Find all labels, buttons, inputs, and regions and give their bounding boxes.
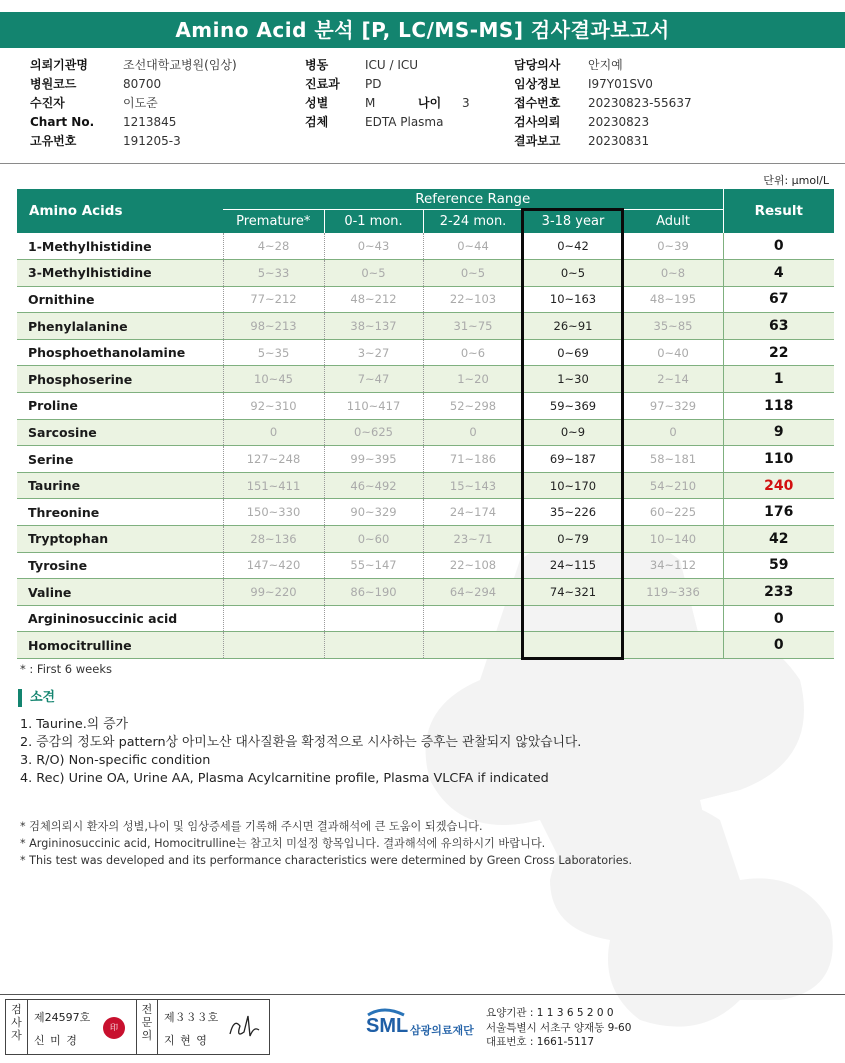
reference-range-cell: 1~30 [523,366,623,393]
reference-range-cell: 0~625 [324,419,423,446]
specialist-license: 제３３３호 [164,1011,219,1024]
info-value: 191205-3 [123,134,181,148]
reference-range-cell: 77~212 [223,286,324,313]
amino-acid-table [17,189,834,659]
reference-range-cell: 48~195 [623,286,723,313]
reference-range-cell: 0~9 [523,419,623,446]
finding-line: 1. Taurine.의 증가 [20,717,128,732]
header-col-1: 0-1 mon. [324,209,423,233]
info-value: 20230823-55637 [588,96,692,110]
org-address [486,1006,631,1050]
reference-range-cell: 35~226 [523,499,623,526]
highlight-3-18-year-box [521,208,624,660]
reference-range-cell: 0~5 [423,260,523,287]
info-value: M [365,96,376,110]
info-value: 이도준 [123,96,158,110]
table-row [17,472,834,499]
reference-range-cell [223,605,324,632]
result-value: 22 [723,339,834,366]
header-col-3: 3-18 year [523,209,623,233]
reference-range-cell: 31~75 [423,313,523,340]
info-label: 접수번호 [514,96,561,110]
reference-range-cell: 0 [623,419,723,446]
result-value: 42 [723,526,834,553]
reference-range-cell: 71~186 [423,446,523,473]
amino-acid-name: Tryptophan [17,526,223,553]
info-label: 고유번호 [30,134,77,148]
amino-acid-name: Taurine [17,472,223,499]
result-value: 9 [723,419,834,446]
reference-range-cell: 0~79 [523,526,623,553]
result-value: 0 [723,605,834,632]
header-col-2: 2-24 mon. [423,209,523,233]
specialist-name: 지 현 영 [164,1034,208,1047]
reference-range-cell: 22~108 [423,552,523,579]
reference-range-cell: 74~321 [523,579,623,606]
info-column-3 [514,56,692,151]
info-label: Chart No. [30,115,95,129]
table-row [17,632,834,659]
table-row [17,366,834,393]
reference-range-cell: 10~163 [523,286,623,313]
unit-label: 단위: μmol/L [763,174,829,187]
reference-range-cell: 5~33 [223,260,324,287]
result-value: 1 [723,366,834,393]
amino-acid-name: Phenylalanine [17,313,223,340]
reference-range-cell: 15~143 [423,472,523,499]
info-label: 검사의뢰 [514,115,561,129]
sml-logo-text: SML [366,1015,409,1037]
info-column-1 [30,56,237,151]
reference-range-cell: 1~20 [423,366,523,393]
reference-range-cell: 46~492 [324,472,423,499]
result-value: 67 [723,286,834,313]
amino-acid-name: Proline [17,393,223,420]
amino-acid-name: Tyrosine [17,552,223,579]
reference-range-cell: 10~45 [223,366,324,393]
examiner-label: 검사자 [6,1000,28,1054]
header-reference-range: Reference Range [223,189,723,209]
reference-range-cell [423,632,523,659]
reference-range-cell: 28~136 [223,526,324,553]
info-value: 20230831 [588,134,650,148]
amino-acid-name: 3-Methylhistidine [17,260,223,287]
reference-range-cell: 10~140 [623,526,723,553]
table-row [17,605,834,632]
signature-box [5,999,270,1055]
finding-line: 4. Rec) Urine OA, Urine AA, Plasma Acylcarnitine profile, Plasma VLCFA if indicated [20,771,549,786]
report-title: Amino Acid 분석 [P, LC/MS-MS] 검사결과보고서 [0,12,845,48]
info-label: 담당의사 [514,58,561,72]
reference-range-cell: 98~213 [223,313,324,340]
reference-range-cell: 24~115 [523,552,623,579]
info-label: 병동 [305,58,329,72]
amino-acid-name: 1-Methylhistidine [17,233,223,260]
amino-acid-name: Ornithine [17,286,223,313]
header-amino-acids: Amino Acids [17,189,223,233]
result-value: 59 [723,552,834,579]
reference-range-cell: 119~336 [623,579,723,606]
reference-range-cell: 0~8 [623,260,723,287]
amino-acid-name: Phosphoserine [17,366,223,393]
reference-range-cell: 147~420 [223,552,324,579]
reference-range-cell: 55~147 [324,552,423,579]
reference-range-cell: 0 [223,419,324,446]
amino-acid-name: Sarcosine [17,419,223,446]
findings-title: 소견 [18,689,55,707]
examiner-name: 신 미 경 [34,1034,78,1047]
reference-range-cell: 110~417 [324,393,423,420]
reference-range-cell: 24~174 [423,499,523,526]
reference-range-cell: 127~248 [223,446,324,473]
footer-divider [0,994,845,995]
reference-range-cell: 69~187 [523,446,623,473]
specialist-label: 전문의 [136,1000,158,1054]
header-col-4: Adult [623,209,723,233]
result-value: 4 [723,260,834,287]
amino-acid-name: Homocitrulline [17,632,223,659]
reference-range-cell: 35~85 [623,313,723,340]
info-value: 80700 [123,77,162,91]
amino-acid-name: Threonine [17,499,223,526]
reference-range-cell: 0~42 [523,233,623,260]
reference-range-cell: 0~69 [523,339,623,366]
reference-range-cell: 97~329 [623,393,723,420]
reference-range-cell: 38~137 [324,313,423,340]
header-col-0: Premature* [223,209,324,233]
info-value: 안지예 [588,58,623,72]
info-value: ICU / ICU [365,58,419,72]
result-value: 0 [723,233,834,260]
info-label: 임상정보 [514,77,561,91]
reference-range-cell: 7~47 [324,366,423,393]
examiner-license: 제24597호 [34,1011,91,1024]
note-line: * This test was developed and its performance characteristics were determined by Green Cross Laboratories. [20,854,633,867]
reference-range-cell: 0~44 [423,233,523,260]
reference-range-cell: 150~330 [223,499,324,526]
reference-range-cell: 0~40 [623,339,723,366]
info-label: 결과보고 [514,134,561,148]
result-value: 110 [723,446,834,473]
table-row [17,526,834,553]
table-row [17,579,834,606]
reference-range-cell: 2~14 [623,366,723,393]
finding-line: 3. R/O) Non-specific condition [20,753,211,768]
info-label: 병원코드 [30,77,77,91]
reference-range-cell: 0~60 [324,526,423,553]
org-line: 대표번호 : 1661-5117 [486,1036,595,1048]
table-row [17,233,834,260]
result-value: 118 [723,393,834,420]
table-row [17,393,834,420]
signature-icon [226,1012,262,1044]
amino-acid-name: Phosphoethanolamine [17,339,223,366]
reference-range-cell: 0~5 [324,260,423,287]
amino-acid-rows [17,233,834,659]
info-value: 20230823 [588,115,650,129]
reference-range-cell: 59~369 [523,393,623,420]
reference-range-cell: 0 [423,419,523,446]
table-row [17,260,834,287]
org-line: 요양기관 : 1 1 3 6 5 2 0 0 [486,1007,614,1019]
premature-footnote: * : First 6 weeks [20,662,112,676]
reference-range-cell: 34~112 [623,552,723,579]
table-row [17,499,834,526]
amino-acid-name: Valine [17,579,223,606]
info-label: 수진자 [30,96,65,110]
reference-range-cell: 64~294 [423,579,523,606]
info-column-2 [305,56,470,132]
reference-range-cell: 99~395 [324,446,423,473]
reference-range-cell [623,632,723,659]
info-value: 1213845 [123,115,177,129]
reference-range-cell [324,605,423,632]
reference-range-cell: 22~103 [423,286,523,313]
info-label: 의뢰기관명 [30,58,88,72]
age-value: 3 [462,96,470,110]
result-value: 240 [723,472,834,499]
info-value: 조선대학교병원(임상) [123,58,237,72]
org-line: 서울특별시 서초구 양재동 9-60 [486,1021,632,1034]
sml-logo [364,1005,484,1051]
reference-range-cell: 10~170 [523,472,623,499]
org-name: 삼광의료재단 [410,1024,474,1037]
info-value: PD [365,77,382,91]
reference-range-cell [423,605,523,632]
note-line: * Argininosuccinic acid, Homocitrulline는 참고치 미설정 항목입니다. 결과해석에 유의하시기 바랍니다. [20,837,546,850]
header-result: Result [723,189,834,233]
reference-range-cell: 26~91 [523,313,623,340]
result-value: 63 [723,313,834,340]
table-row [17,552,834,579]
table-row [17,313,834,340]
reference-range-cell: 0~39 [623,233,723,260]
divider [0,163,845,164]
reference-range-cell: 60~225 [623,499,723,526]
notes-list [20,818,632,869]
reference-range-cell: 0~6 [423,339,523,366]
info-value: EDTA Plasma [365,115,444,129]
table-row [17,286,834,313]
finding-line: 2. 증감의 정도와 pattern상 아미노산 대사질환을 확정적으로 시사하는 증후는 관찰되지 않았습니다. [20,735,582,750]
reference-range-cell: 48~212 [324,286,423,313]
table-row [17,446,834,473]
info-label: 진료과 [305,77,340,91]
info-label: 성별 [305,96,329,110]
table-row [17,339,834,366]
reference-range-cell: 99~220 [223,579,324,606]
reference-range-cell: 92~310 [223,393,324,420]
reference-range-cell: 151~411 [223,472,324,499]
reference-range-cell [623,605,723,632]
reference-range-cell: 0~5 [523,260,623,287]
amino-acid-name: Serine [17,446,223,473]
info-value: I97Y01SV0 [588,77,653,91]
reference-range-cell: 52~298 [423,393,523,420]
reference-range-cell: 3~27 [324,339,423,366]
amino-acid-name: Argininosuccinic acid [17,605,223,632]
info-label: 검체 [305,115,329,129]
age-label: 나이 [418,96,442,110]
reference-range-cell: 23~71 [423,526,523,553]
note-line: * 검체의뢰시 환자의 성별,나이 및 임상증세를 기록해 주시면 결과해석에 큰 도움이 되겠습니다. [20,820,483,833]
reference-range-cell: 4~28 [223,233,324,260]
reference-range-cell: 58~181 [623,446,723,473]
reference-range-cell: 5~35 [223,339,324,366]
result-value: 0 [723,632,834,659]
findings-list [20,716,581,788]
table-row [17,419,834,446]
examiner-seal-icon: 印 [103,1017,125,1039]
reference-range-cell: 90~329 [324,499,423,526]
reference-range-cell [223,632,324,659]
result-value: 233 [723,579,834,606]
reference-range-cell: 86~190 [324,579,423,606]
reference-range-cell: 54~210 [623,472,723,499]
reference-range-cell [324,632,423,659]
result-value: 176 [723,499,834,526]
reference-range-cell: 0~43 [324,233,423,260]
